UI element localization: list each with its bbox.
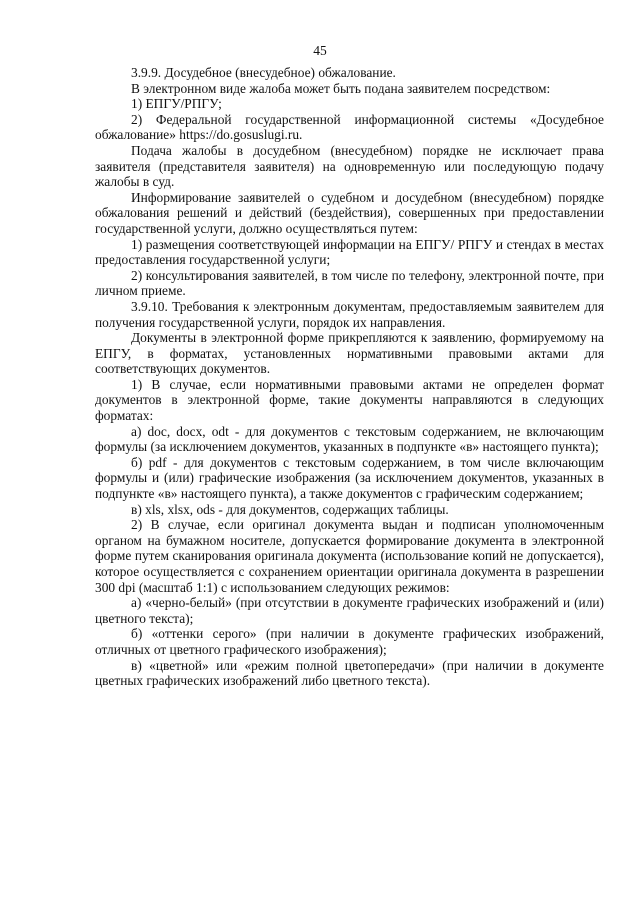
paragraph: В электронном виде жалоба может быть подана заявителем посредством: bbox=[131, 80, 551, 96]
document-body bbox=[95, 65, 604, 689]
list-item: 1) В случае, если нормативными правовыми актами не определен формат документов в электронной форме, такие документы направляются в следующих форматах: bbox=[95, 376, 604, 424]
paragraph: Подача жалобы в досудебном (внесудебном) порядке не исключает права заявителя (представителя заявителя) на одновременную или последующую подачу жалобы в суд. bbox=[95, 142, 604, 190]
list-item: 2) консультирования заявителей, в том числе по телефону, электронной почте, при личном приеме. bbox=[95, 267, 604, 299]
list-item: 1) размещения соответствующей информации на ЕПГУ/ РПГУ и стендах в местах предоставления государственной услуги; bbox=[95, 236, 604, 268]
paragraph: Информирование заявителей о судебном и досудебном (внесудебном) порядке обжалования решений и действий (бездействия), совершенных при предоставлении государственной услуги, должно осуществляться путем: bbox=[95, 189, 604, 236]
list-item: 1) ЕПГУ/РПГУ; bbox=[131, 96, 222, 112]
sub-list-item: в) «цветной» или «режим полной цветопередачи» (при наличии в документе цветных графических изображений либо цветного текста). bbox=[95, 657, 604, 689]
sub-list-item: в) xls, xlsx, ods - для документов, содержащих таблицы. bbox=[131, 501, 449, 517]
sub-list-item: а) doc, docx, odt - для документов с текстовым содержанием, не включающим формулы (за исключением документов, указанных в подпункте «в» настоящего пункта); bbox=[95, 423, 604, 455]
section-heading-3-9-9: 3.9.9. Досудебное (внесудебное) обжалование. bbox=[131, 65, 396, 80]
sub-list-item: б) pdf - для документов с текстовым содержанием, в том числе включающим формулы и (или) графические изображения (за исключением документов, указанных в подпункте «в» настоящего пункта), а также документов с графическим содержанием; bbox=[95, 454, 604, 502]
sub-list-item: а) «черно-белый» (при отсутствии в документе графических изображений и (или) цветного текста); bbox=[95, 595, 604, 626]
sub-list-item: б) «оттенки серого» (при наличии в документе графических изображений, отличных от цветного графического изображения); bbox=[95, 626, 604, 657]
section-heading-3-9-10: 3.9.10. Требования к электронным документам, предоставляемым заявителем для получения государственной услуги, порядок их направления. bbox=[95, 298, 604, 330]
page-number: 45 bbox=[313, 43, 327, 58]
list-item: 2) В случае, если оригинал документа выдан и подписан уполномоченным органом на бумажном носителе, допускается формирование документа в электронной форме путем сканирования оригинала документа (использование копий не допускается), которое осуществляется с сохранением ориентации оригинала документа в разрешении 300 dpi (масштаб 1:1) с использованием следующих режимов: bbox=[95, 517, 604, 595]
paragraph: Документы в электронной форме прикрепляются к заявлению, формируемому на ЕПГУ, в форматах, установленных нормативными правовыми актами для соответствующих документов. bbox=[95, 330, 604, 377]
list-item: 2) Федеральной государственной информационной системы «Досудебное обжалование» https://do.gosuslugi.ru. bbox=[95, 111, 604, 143]
